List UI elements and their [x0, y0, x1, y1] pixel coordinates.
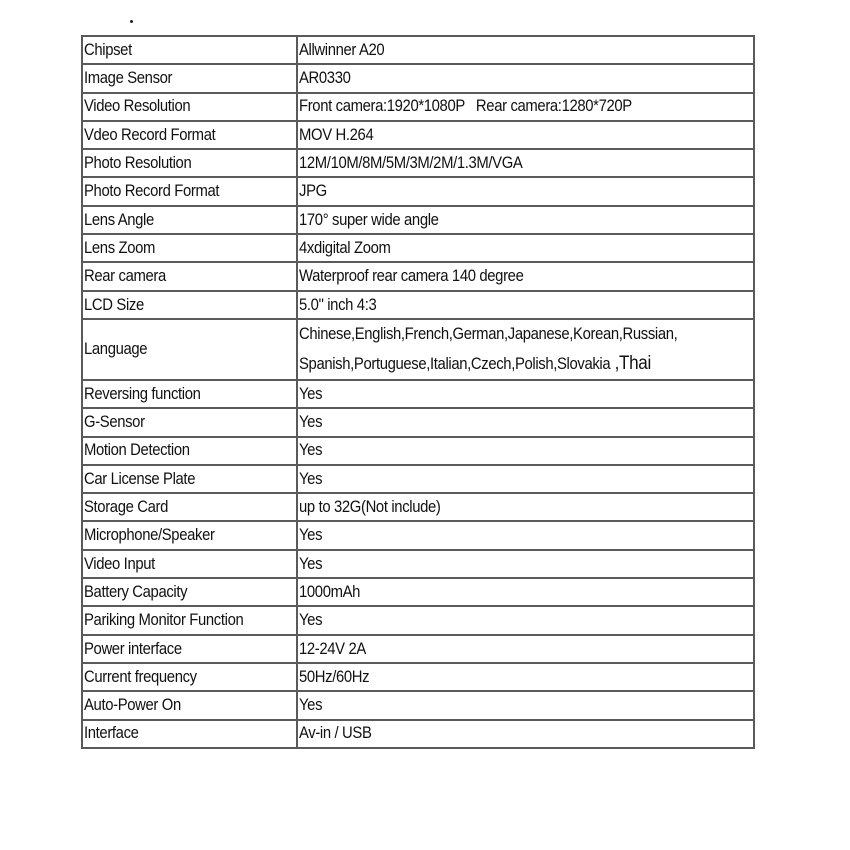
spec-value: Allwinner A20	[297, 36, 754, 64]
spec-value: Yes	[297, 691, 754, 719]
table-row	[82, 550, 754, 578]
table-row	[82, 319, 754, 380]
spec-value: 12-24V 2A	[297, 635, 754, 663]
spec-value: Yes	[297, 606, 754, 634]
spec-value: 50Hz/60Hz	[297, 663, 754, 691]
spec-label: Photo Record Format	[82, 177, 297, 205]
table-row	[82, 437, 754, 465]
table-row	[82, 380, 754, 408]
spec-label: Pariking Monitor Function	[82, 606, 297, 634]
spec-label: Image Sensor	[82, 64, 297, 92]
spec-label: Car License Plate	[82, 465, 297, 493]
spec-value: AR0330	[297, 64, 754, 92]
table-row	[82, 691, 754, 719]
table-row	[82, 93, 754, 121]
spec-label: Rear camera	[82, 262, 297, 290]
spec-label: Photo Resolution	[82, 149, 297, 177]
spec-value: Yes	[297, 521, 754, 549]
spec-label: Language	[82, 319, 297, 380]
spec-label: Microphone/Speaker	[82, 521, 297, 549]
spec-label: Reversing function	[82, 380, 297, 408]
spec-label: Vdeo Record Format	[82, 121, 297, 149]
table-row	[82, 663, 754, 691]
spec-value: up to 32G(Not include)	[297, 493, 754, 521]
table-row	[82, 408, 754, 436]
spec-label: Video Resolution	[82, 93, 297, 121]
spec-label: Lens Angle	[82, 206, 297, 234]
table-row	[82, 635, 754, 663]
spec-value: 170° super wide angle	[297, 206, 754, 234]
spec-value: Yes	[297, 465, 754, 493]
spec-value: Yes	[297, 550, 754, 578]
spec-value: JPG	[297, 177, 754, 205]
spec-label: Current frequency	[82, 663, 297, 691]
table-row	[82, 234, 754, 262]
spec-label: Storage Card	[82, 493, 297, 521]
spec-table	[81, 35, 755, 749]
spec-value: Yes	[297, 437, 754, 465]
table-row	[82, 493, 754, 521]
spec-value: 1000mAh	[297, 578, 754, 606]
spec-value: Yes	[297, 408, 754, 436]
table-row	[82, 578, 754, 606]
spec-label: Auto-Power On	[82, 691, 297, 719]
table-row	[82, 465, 754, 493]
spec-label: LCD Size	[82, 291, 297, 319]
spec-label: Chipset	[82, 36, 297, 64]
spec-label: Motion Detection	[82, 437, 297, 465]
table-row	[82, 262, 754, 290]
spec-label: Video Input	[82, 550, 297, 578]
spec-value: 12M/10M/8M/5M/3M/2M/1.3M/VGA	[297, 149, 754, 177]
spec-value: Yes	[297, 380, 754, 408]
table-row	[82, 177, 754, 205]
language-thai: ,Thai	[610, 352, 651, 374]
stray-dot	[130, 20, 133, 23]
spec-label: Battery Capacity	[82, 578, 297, 606]
spec-label: Interface	[82, 720, 297, 748]
spec-value: MOV H.264	[297, 121, 754, 149]
spec-value: Front camera:1920*1080P Rear camera:1280*720P	[297, 93, 754, 121]
spec-value: Av-in / USB	[297, 720, 754, 748]
table-row	[82, 521, 754, 549]
spec-value: 4xdigital Zoom	[297, 234, 754, 262]
spec-value	[297, 319, 754, 380]
language-line-1: Chinese,English,French,German,Japanese,Korean,Russian,	[299, 324, 678, 343]
table-row	[82, 291, 754, 319]
table-row	[82, 64, 754, 92]
spec-label: Lens Zoom	[82, 234, 297, 262]
table-row	[82, 36, 754, 64]
spec-label: Power interface	[82, 635, 297, 663]
spec-label: G-Sensor	[82, 408, 297, 436]
table-row	[82, 720, 754, 748]
spec-value: Waterproof rear camera 140 degree	[297, 262, 754, 290]
table-row	[82, 121, 754, 149]
table-row	[82, 149, 754, 177]
language-line-2: Spanish,Portuguese,Italian,Czech,Polish,Slovakia ,Thai	[299, 352, 651, 374]
spec-value: 5.0" inch 4:3	[297, 291, 754, 319]
table-row	[82, 206, 754, 234]
table-row	[82, 606, 754, 634]
